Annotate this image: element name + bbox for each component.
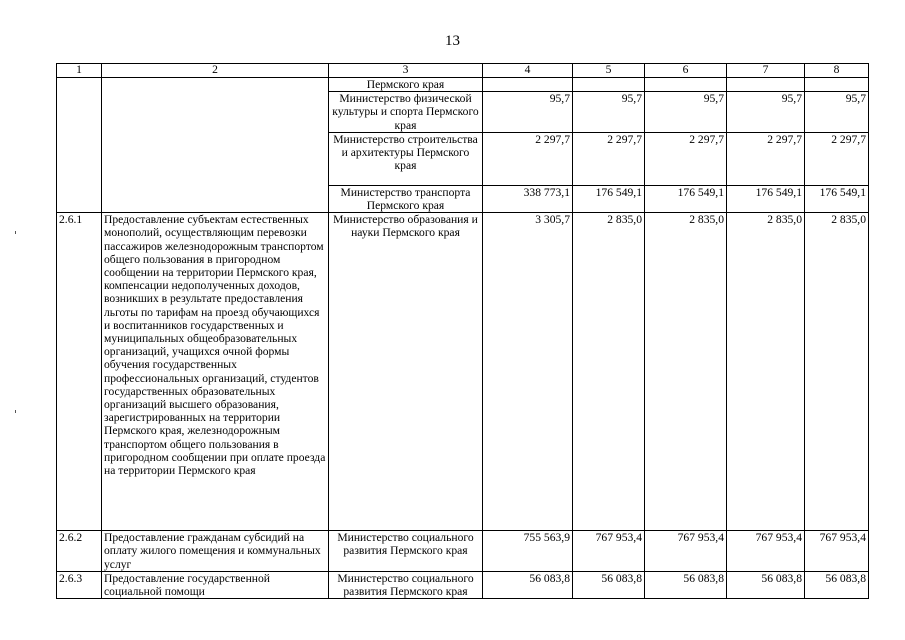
value-cell-col-6: 95,7: [645, 92, 727, 133]
value-cell-col-8: 95,7: [805, 92, 869, 133]
value-cell-col-4: 95,7: [483, 92, 573, 133]
page-number: 13: [445, 33, 460, 49]
table-row: [57, 571, 869, 598]
row-number-cell: 2.6.1: [57, 213, 102, 531]
value-cell-col-5: 2 297,7: [573, 132, 645, 185]
value-cell-col-8: 56 083,8: [805, 571, 869, 598]
table-body: [57, 64, 869, 599]
header-cell-col-6: 6: [645, 64, 727, 78]
value-cell-col-4: 2 297,7: [483, 132, 573, 185]
header-cell-col-3: 3: [329, 64, 483, 78]
value-cell-col-8: 2 835,0: [805, 213, 869, 531]
value-cell-col-4: 755 563,9: [483, 531, 573, 572]
row-number-cell: 2.6.2: [57, 531, 102, 572]
value-cell-col-7: 2 835,0: [727, 213, 805, 531]
description-cell: [102, 78, 329, 213]
value-cell-col-4: 56 083,8: [483, 571, 573, 598]
value-cell-col-6: [645, 78, 727, 92]
value-cell-col-5: 2 835,0: [573, 213, 645, 531]
header-cell-col-8: 8: [805, 64, 869, 78]
header-cell-col-1: 1: [57, 64, 102, 78]
value-cell-col-8: [805, 78, 869, 92]
table-row: [57, 78, 869, 92]
value-cell-col-5: 767 953,4: [573, 531, 645, 572]
value-cell-col-6: 56 083,8: [645, 571, 727, 598]
header-cell-col-5: 5: [573, 64, 645, 78]
value-cell-col-7: 767 953,4: [727, 531, 805, 572]
value-cell-col-5: 176 549,1: [573, 185, 645, 212]
margin-tick: [15, 410, 16, 413]
budget-table: [56, 63, 869, 599]
value-cell-col-7: 176 549,1: [727, 185, 805, 212]
value-cell-col-7: 56 083,8: [727, 571, 805, 598]
value-cell-col-4: 3 305,7: [483, 213, 573, 531]
agency-cell: Пермского края: [329, 78, 483, 92]
value-cell-col-8: 176 549,1: [805, 185, 869, 212]
agency-cell: Министерство образования и науки Пермского края: [329, 213, 483, 531]
value-cell-col-8: 2 297,7: [805, 132, 869, 185]
value-cell-col-5: [573, 78, 645, 92]
value-cell-col-6: 2 297,7: [645, 132, 727, 185]
agency-cell: Министерство физической культуры и спорта Пермского края: [329, 92, 483, 133]
value-cell-col-5: 95,7: [573, 92, 645, 133]
description-cell: Предоставление государственной социальной помощи: [102, 571, 329, 598]
value-cell-col-6: 767 953,4: [645, 531, 727, 572]
header-cell-col-4: 4: [483, 64, 573, 78]
value-cell-col-6: 176 549,1: [645, 185, 727, 212]
table-header-row: [57, 64, 869, 78]
value-cell-col-7: 2 297,7: [727, 132, 805, 185]
agency-cell: Министерство транспорта Пермского края: [329, 185, 483, 212]
row-number-cell: [57, 78, 102, 213]
value-cell-col-7: [727, 78, 805, 92]
margin-tick: [15, 231, 16, 234]
value-cell-col-7: 95,7: [727, 92, 805, 133]
agency-cell: Министерство социального развития Пермского края: [329, 531, 483, 572]
value-cell-col-4: 338 773,1: [483, 185, 573, 212]
header-cell-col-2: 2: [102, 64, 329, 78]
value-cell-col-8: 767 953,4: [805, 531, 869, 572]
value-cell-col-5: 56 083,8: [573, 571, 645, 598]
header-cell-col-7: 7: [727, 64, 805, 78]
table-row: [57, 531, 869, 572]
agency-cell: Министерство строительства и архитектуры Пермского края: [329, 132, 483, 185]
value-cell-col-6: 2 835,0: [645, 213, 727, 531]
row-number-cell: 2.6.3: [57, 571, 102, 598]
value-cell-col-4: [483, 78, 573, 92]
agency-cell: Министерство социального развития Пермского края: [329, 571, 483, 598]
description-cell: Предоставление субъектам естественных монополий, осуществляющим перевозки пассажиров железнодорожным транспортом общего пользования в пригородном сообщении на территории Пермского края, компенсации недополученных доходов, возникших в результате предоставления льготы по тарифам на проезд обучающихся и воспитанников государственных и муниципальных общеобразовательных организаций, учащихся очной формы обучения государственных профессиональных организаций, студентов государственных образовательных организаций высшего образования, зарегистрированных на территории Пермского края, железнодорожным транспортом общего пользования в пригородном сообщении при оплате проезда на территории Пермского края: [102, 213, 329, 531]
description-cell: Предоставление гражданам субсидий на оплату жилого помещения и коммунальных услуг: [102, 531, 329, 572]
table-row: [57, 213, 869, 531]
